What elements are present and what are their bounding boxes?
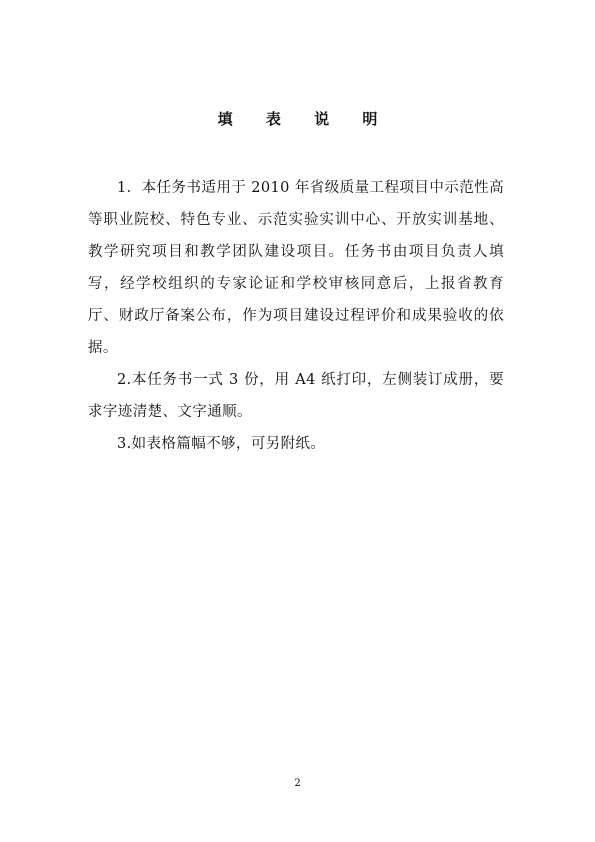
- instruction-paragraph-2: 2.本任务书一式 3 份，用 A4 纸打印，左侧装订成册，要求字迹清楚、文字通顺。: [88, 372, 504, 420]
- instruction-paragraph-1: 1．本任务书适用于 2010 年省级质量工程项目中示范性高等职业院校、特色专业、示范实验实训中心、开放实训基地、教学研究项目和教学团队建设项目。任务书由项目负责人填写，经学校组织的专家论证和学校审核同意后，上报省教育厅、财政厅备案公布，作为项目建设过程评价和成果验收的依据。: [88, 180, 504, 356]
- instruction-paragraph-3: 3.如表格篇幅不够，可另附纸。: [117, 436, 326, 452]
- page-number: 2: [294, 778, 301, 789]
- page-title: 填 表 说 明: [217, 110, 392, 128]
- instructions-body: [88, 172, 504, 460]
